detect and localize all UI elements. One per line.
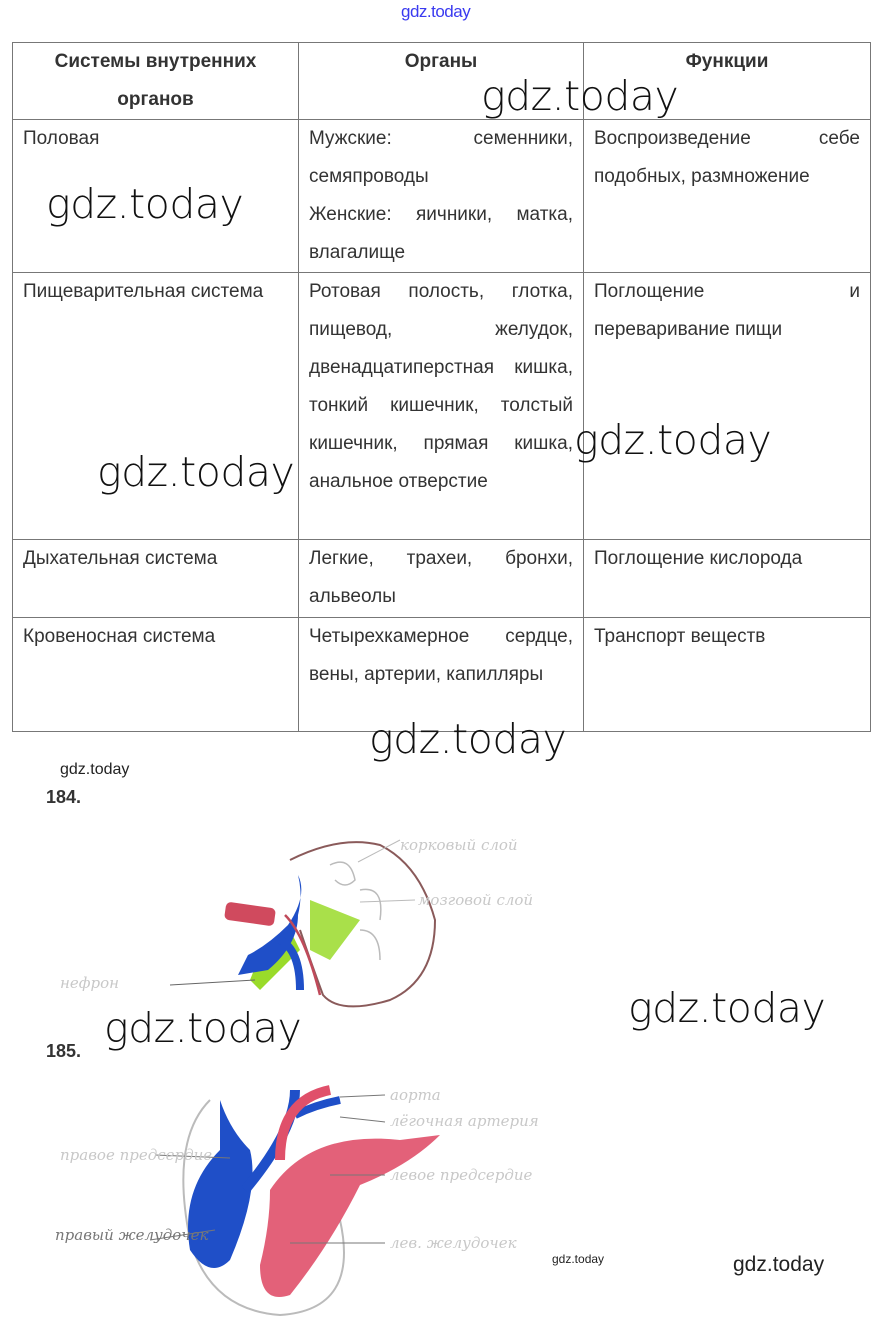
header-functions: Функции	[584, 43, 871, 120]
watermark: gdz.today	[628, 984, 826, 1032]
watermark: gdz.today	[574, 416, 772, 464]
task-number-184: 184.	[46, 787, 82, 807]
function-cell	[584, 273, 871, 540]
watermark: gdz.today	[97, 448, 295, 496]
system-cell: Половая	[13, 120, 299, 273]
watermark-small: gdz.today	[733, 1253, 825, 1276]
top-watermark: gdz.today	[401, 2, 471, 21]
organs-cell	[299, 273, 584, 540]
organ-systems-table	[12, 42, 871, 732]
label-right-atrium: правое предсердие	[60, 1146, 213, 1164]
label-left-ventricle: лев. желудочек	[390, 1234, 517, 1252]
function-cell: Поглощение кислорода	[584, 540, 871, 618]
organs-text: Легкие, трахеи, бронхи, альвеолы	[309, 548, 573, 607]
label-aorta: аорта	[390, 1086, 441, 1104]
watermark: gdz.today	[481, 72, 679, 120]
label-pulmonary-artery: лёгочная артерия	[390, 1112, 539, 1130]
system-cell: Дыхательная система	[13, 540, 299, 618]
watermark: gdz.today	[369, 715, 567, 763]
function-cell	[584, 120, 871, 273]
organs-cell	[299, 120, 584, 273]
label-left-atrium: левое предсердие	[390, 1166, 533, 1184]
function-cell: Транспорт веществ	[584, 618, 871, 732]
task-number-185: 185.	[46, 1041, 82, 1061]
header-organs: Органы	[299, 43, 584, 120]
label-nephron: нефрон	[60, 974, 120, 992]
table-row	[13, 540, 871, 618]
organs-male: Мужские: семенники, семяпроводы	[309, 128, 573, 187]
watermark-small: gdz.today	[60, 761, 130, 778]
organs-female: Женские: яичники, матка, влагалище	[309, 204, 573, 263]
watermark: gdz.today	[104, 1004, 302, 1052]
system-cell: Кровеносная система	[13, 618, 299, 732]
table-header-row	[13, 43, 871, 120]
label-cortex: корковый слой	[400, 836, 518, 854]
organs-text: Ротовая полость, глотка, пищевод, желудок, двенадцатиперстная кишка, тонкий кишечник, толстый кишечник, прямая кишка, анальное отверстие	[309, 281, 573, 492]
watermark-small: gdz.today	[552, 1252, 605, 1266]
table-row	[13, 273, 871, 540]
organs-text: Четырехкамерное сердце, вены, артерии, капилляры	[309, 626, 573, 685]
label-right-ventricle: правый желудочек	[55, 1226, 209, 1244]
system-text: Пищеварительная система	[23, 281, 264, 302]
heart-drawing	[40, 1080, 660, 1320]
function-text: Воспроизведение себе подобных, размножение	[594, 128, 860, 187]
label-medulla: мозговой слой	[418, 891, 534, 909]
function-text: Поглощение и переваривание пищи	[594, 281, 860, 340]
header-systems: Системы внутренних органов	[13, 43, 299, 120]
system-cell	[13, 273, 299, 540]
organs-cell	[299, 540, 584, 618]
kidney-drawing	[40, 820, 560, 1020]
watermark: gdz.today	[46, 180, 244, 228]
